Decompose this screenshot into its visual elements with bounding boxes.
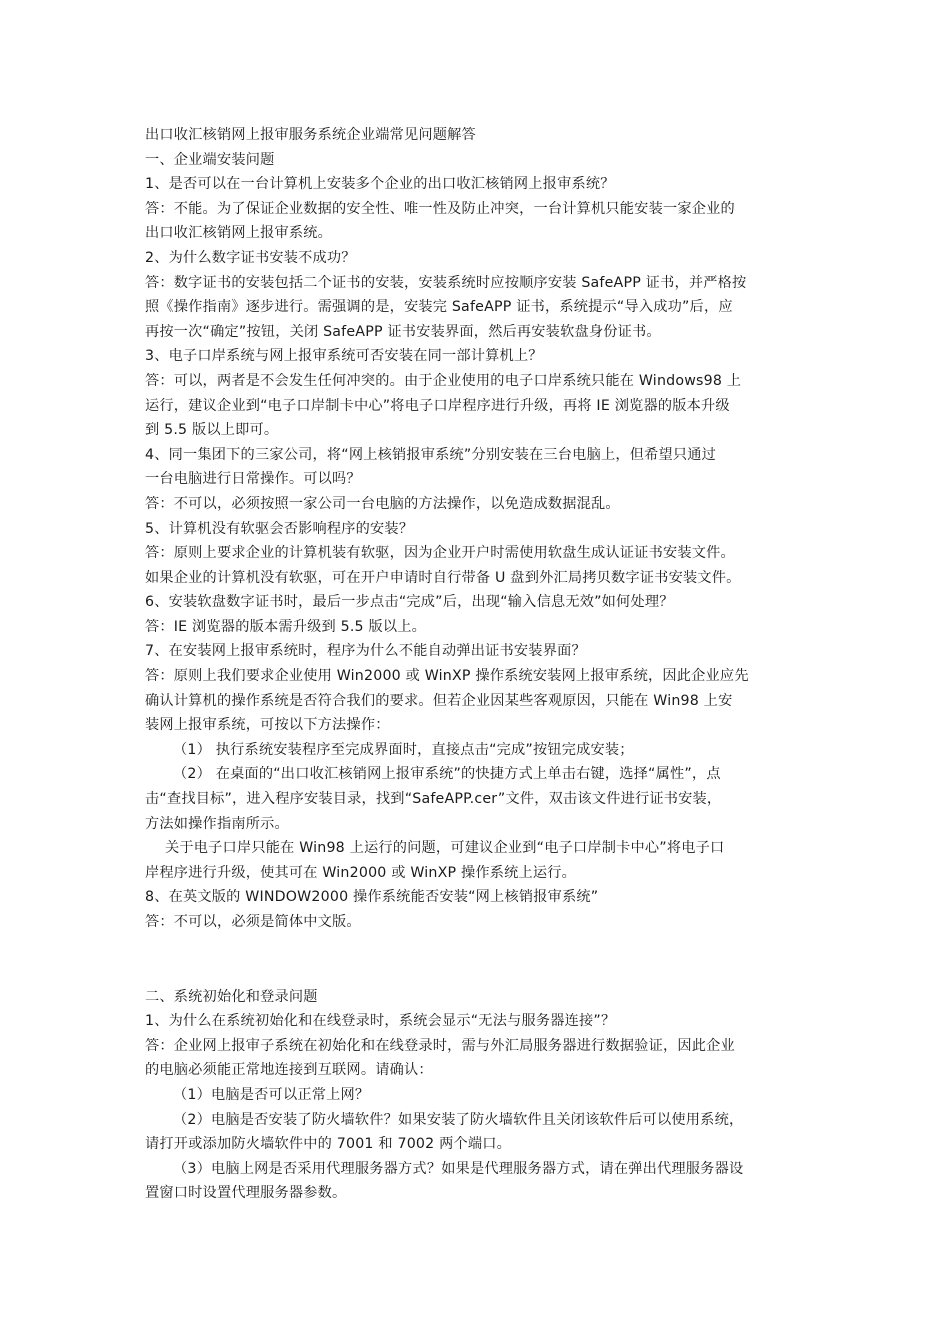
answer-text: 装网上报审系统，可按以下方法操作：	[145, 717, 390, 734]
section-spacer	[145, 935, 810, 985]
step-item: （2） 在桌面的“出口收汇核销网上报审系统”的快捷方式上单击右键，选择“属性”，点	[173, 766, 721, 783]
answer-text: 答：不能。为了保证企业数据的安全性、唯一性及防止冲突，一台计算机只能安装一家企业的	[145, 200, 735, 217]
answer-text: 如果企业的计算机没有软驱，可在开户申请时自行带备 U 盘到外汇局拷贝数字证书安装文件。	[145, 569, 741, 586]
answer-text: 的电脑必须能正常地连接到互联网。请确认：	[145, 1062, 433, 1079]
question-text: 7、在安装网上报审系统时，程序为什么不能自动弹出证书安装界面？	[145, 643, 586, 660]
answer-text: 出口收汇核销网上报审系统。	[145, 225, 333, 242]
check-item: （3）电脑上网是否采用代理服务器方式？如果是代理服务器方式，请在弹出代理服务器设	[173, 1160, 744, 1177]
answer-text: 运行，建议企业到“电子口岸制卡中心”将电子口岸程序进行升级，再将 IE 浏览器的版本升级	[145, 397, 730, 414]
answer-text: 答：不可以，必须按照一家公司一台电脑的方法操作，以免造成数据混乱。	[145, 495, 620, 512]
section-heading: 二、系统初始化和登录问题	[145, 988, 318, 1005]
check-item: （1）电脑是否可以正常上网？	[173, 1086, 370, 1103]
question-text: 6、安装软盘数字证书时，最后一步点击“完成”后，出现“输入信息无效”如何处理？	[145, 594, 674, 611]
check-item: （2）电脑是否安装了防火墙软件？如果安装了防火墙软件且关闭该软件后可以使用系统，	[173, 1111, 744, 1128]
check-item-continued: 置窗口时设置代理服务器参数。	[145, 1185, 347, 1202]
answer-text: 答：IE 浏览器的版本需升级到 5.5 版以上。	[145, 618, 427, 635]
question-text: 3、电子口岸系统与网上报审系统可否安装在同一部计算机上？	[145, 348, 543, 365]
answer-text: 答：可以，两者是不会发生任何冲突的。由于企业使用的电子口岸系统只能在 Windows98 上	[145, 372, 742, 389]
question-text: 4、同一集团下的三家公司，将“网上核销报审系统”分别安装在三台电脑上，但希望只通过	[145, 446, 717, 463]
answer-text: 再按一次“确定”按钮，关闭 SafeAPP 证书安装界面，然后再安装软盘身份证书。	[145, 323, 661, 340]
step-item-continued: 击“查找目标”，进入程序安装目录，找到“SafeAPP.cer”文件，双击该文件进行证书安装，	[145, 791, 722, 808]
answer-text: 照《操作指南》逐步进行。需强调的是，安装完 SafeAPP 证书，系统提示“导入成功”后，应	[145, 299, 733, 316]
question-text: 8、在英文版的 WINDOW2000 操作系统能否安装“网上核销报审系统”	[145, 889, 599, 906]
note-paragraph-continued: 岸程序进行升级，使其可在 Win2000 或 WinXP 操作系统上运行。	[145, 864, 577, 881]
question-text: 1、是否可以在一台计算机上安装多个企业的出口收汇核销网上报审系统？	[145, 176, 615, 193]
answer-text: 答：不可以，必须是简体中文版。	[145, 914, 361, 930]
step-item: （1） 执行系统安装程序至完成界面时，直接点击“完成”按钮完成安装；	[173, 741, 634, 758]
check-item-continued: 请打开或添加防火墙软件中的 7001 和 7002 两个端口。	[145, 1136, 512, 1153]
document-page	[145, 123, 810, 1206]
answer-text: 到 5.5 版以上即可。	[145, 422, 279, 439]
section-heading: 一、企业端安装问题	[145, 151, 275, 168]
answer-text: 确认计算机的操作系统是否符合我们的要求。但若企业因某些客观原因，只能在 Win98 上安	[145, 692, 733, 709]
answer-text: 答：原则上要求企业的计算机装有软驱，因为企业开户时需使用软盘生成认证证书安装文件。	[145, 545, 735, 562]
answer-text: 答：原则上我们要求企业使用 Win2000 或 WinXP 操作系统安装网上报审系统，因此企业应先	[145, 668, 749, 685]
question-text: 5、计算机没有软驱会否影响程序的安装？	[145, 520, 414, 537]
answer-text: 答：企业网上报审子系统在初始化和在线登录时，需与外汇局服务器进行数据验证，因此企业	[145, 1037, 735, 1054]
question-text: 2、为什么数字证书安装不成功？	[145, 249, 356, 266]
document-title: 出口收汇核销网上报审服务系统企业端常见问题解答	[145, 127, 476, 143]
answer-text: 答：数字证书的安装包括二个证书的安装，安装系统时应按顺序安装 SafeAPP 证书，并严格按	[145, 274, 747, 291]
question-text: 一台电脑进行日常操作。可以吗？	[145, 471, 361, 488]
question-text: 1、为什么在系统初始化和在线登录时，系统会显示“无法与服务器连接”？	[145, 1013, 616, 1030]
note-paragraph: 关于电子口岸只能在 Win98 上运行的问题，可建议企业到“电子口岸制卡中心”将电子口	[165, 840, 725, 857]
step-item-continued: 方法如操作指南所示。	[145, 815, 289, 832]
